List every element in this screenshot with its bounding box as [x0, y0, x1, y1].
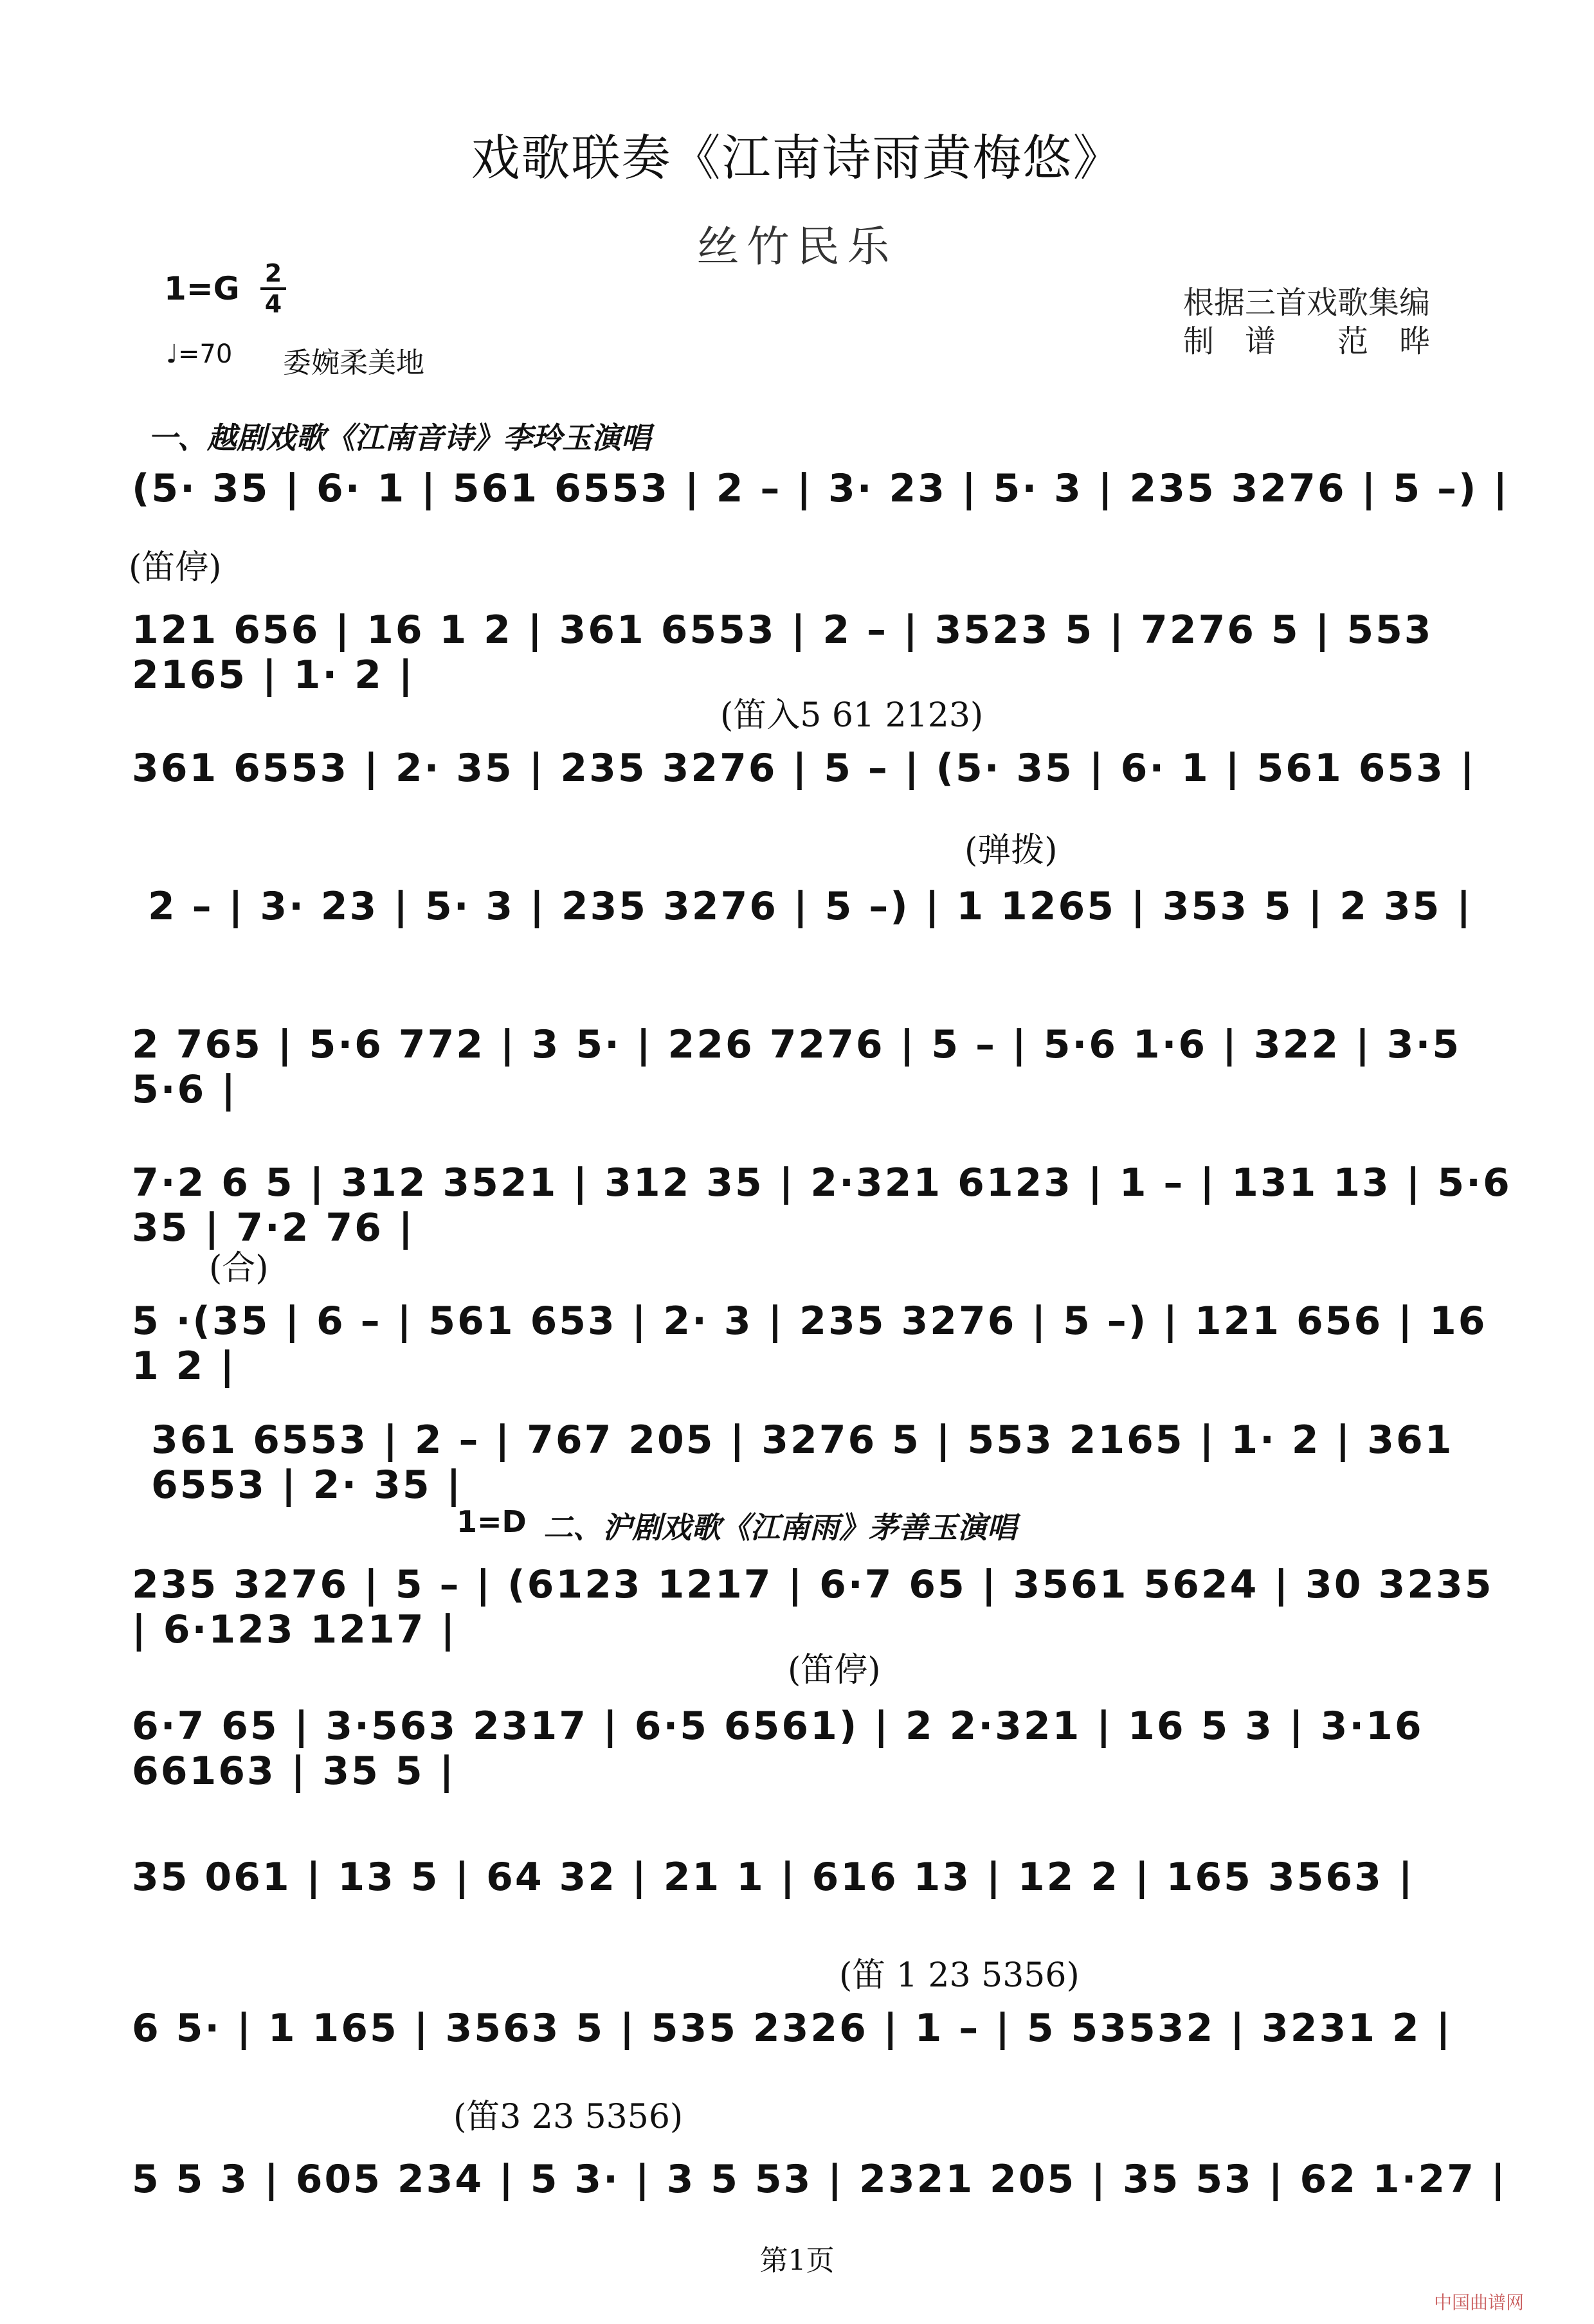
annotation-flute-3: (笛 1 23 5356): [839, 1956, 1080, 1995]
tempo-mark: ♩=70: [166, 339, 233, 369]
key-signature: 1=G: [164, 270, 240, 307]
annotation-together: (合): [209, 1249, 269, 1288]
time-signature: [260, 260, 286, 317]
score-line-12: 6 5· | 1 165 | 3563 5 | 535 2326 | 1 – | 5 53532 | 3231 2 |: [132, 2006, 1453, 2051]
section-heading-2: 二、沪剧戏歌《江南雨》茅善玉演唱: [543, 1510, 1017, 1545]
score-line-1: (5· 35 | 6· 1 | 561 6553 | 2 – | 3· 23 | 5· 3 | 235 3276 | 5 –) |: [132, 466, 1510, 511]
section-heading-1: 一、越剧戏歌《江南音诗》李玲玉演唱: [148, 420, 651, 455]
score-line-11: 35 061 | 13 5 | 64 32 | 21 1 | 616 13 | 12 2 | 165 3563 |: [132, 1855, 1415, 1900]
credit-transcriber: 制 谱 范 晔: [1183, 323, 1431, 359]
site-watermark: 中国曲谱网: [1434, 2292, 1525, 2313]
annotation-flute-4: (笛3 23 5356): [453, 2098, 684, 2136]
expression-mark: 委婉柔美地: [283, 347, 424, 379]
time-sig-bottom: 4: [264, 290, 282, 318]
score-line-5: 2 765 | 5·6 772 | 3 5· | 226 7276 | 5 – | 5·6 1·6 | 322 | 3·5 5·6 |: [132, 1022, 1462, 1112]
score-line-3: 361 6553 | 2· 35 | 235 3276 | 5 – | (5· 35 | 6· 1 | 561 653 |: [132, 746, 1476, 791]
score-line-8: 361 6553 | 2 – | 767 205 | 3276 5 | 553 2165 | 1· 2 | 361 6553 | 2· 35 |: [151, 1418, 1454, 1508]
section-2-key: 1=D: [457, 1504, 527, 1539]
credit-arrangement: 根据三首戏歌集编: [1183, 285, 1431, 321]
annotation-flute-stop-2: (笛停): [788, 1651, 881, 1689]
score-line-9: 235 3276 | 5 – | (6123 1217 | 6·7 65 | 3561 5624 | 30 3235 | 6·123 1217 |: [132, 1562, 1494, 1652]
score-line-13: 5 5 3 | 605 234 | 5 3· | 3 5 53 | 2321 205 | 35 53 | 62 1·27 |: [132, 2157, 1507, 2202]
score-line-7: 5 ·(35 | 6 – | 561 653 | 2· 3 | 235 3276 | 5 –) | 121 656 | 16 1 2 |: [132, 1299, 1487, 1389]
page-title: 戏歌联奏《江南诗雨黄梅悠》: [471, 129, 1123, 186]
score-line-6: 7·2 6 5 | 312 3521 | 312 35 | 2·321 6123 | 1 – | 131 13 | 5·6 35 | 7·2 76 |: [132, 1160, 1512, 1250]
page-number: 第1页: [759, 2244, 835, 2277]
score-line-4: 2 – | 3· 23 | 5· 3 | 235 3276 | 5 –) | 1 1265 | 353 5 | 2 35 |: [148, 884, 1473, 929]
score-line-2: 121 656 | 16 1 2 | 361 6553 | 2 – | 3523 5 | 7276 5 | 553 2165 | 1· 2 |: [132, 608, 1433, 698]
annotation-flute-stop: (笛停): [129, 548, 222, 587]
page-subtitle: 丝竹民乐: [696, 222, 898, 271]
time-sig-top: 2: [264, 259, 282, 287]
annotation-flute-enter: (笛入5 61 2123): [720, 696, 984, 735]
annotation-plucked: (弹拨): [965, 831, 1058, 870]
score-line-10: 6·7 65 | 3·563 2317 | 6·5 6561) | 2 2·321 | 16 5 3 | 3·16 66163 | 35 5 |: [132, 1704, 1424, 1794]
